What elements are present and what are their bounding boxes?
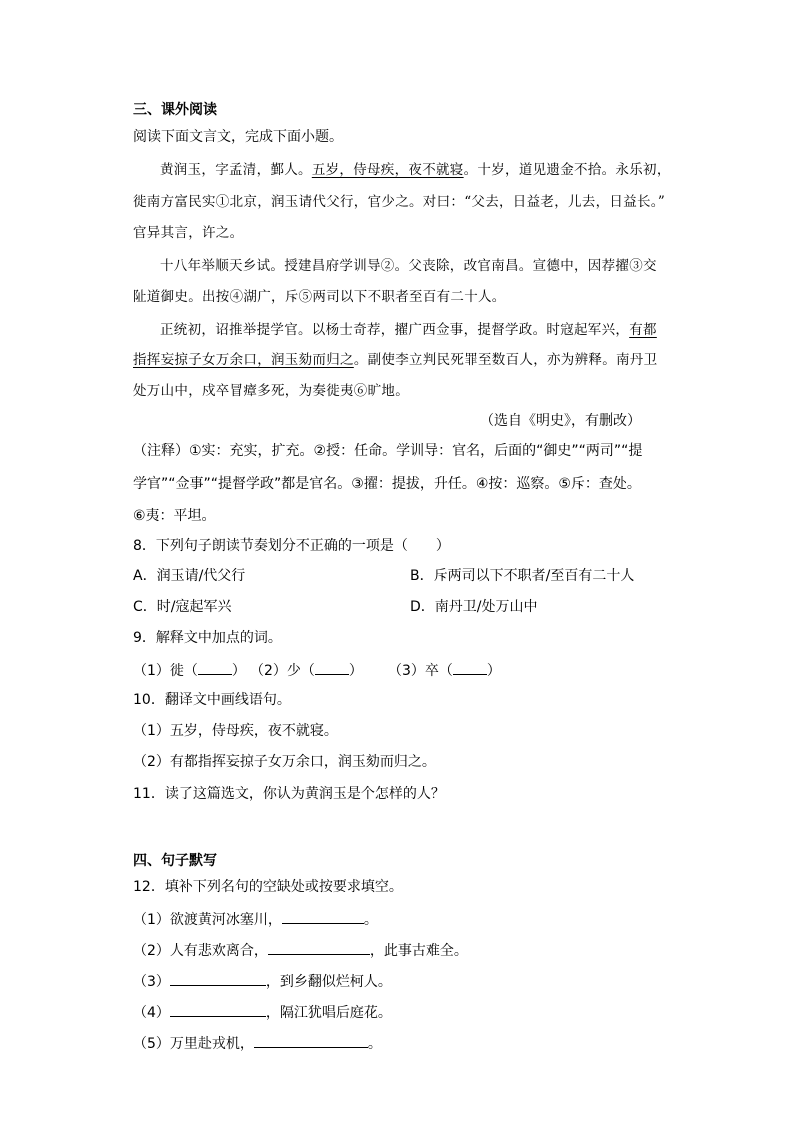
q12-item-1-text: （1）欲渡黄河冰塞川， xyxy=(133,912,282,928)
question-11-stem: 11．读了这篇选文，你认为黄润玉是个怎样的人？ xyxy=(133,786,445,802)
section-4-title: 四、句子默写 xyxy=(133,853,217,869)
q8-option-d[interactable]: D．南丹卫/处万山中 xyxy=(410,599,538,615)
notes-line1: （注释）①实：充实，扩充。②授：任命。学训导：官名，后面的“御史”“两司”“提 xyxy=(133,443,643,459)
paren-close: ） xyxy=(486,663,501,679)
section-3-title: 三、课外阅读 xyxy=(133,102,217,118)
passage-p3-line1 xyxy=(160,320,657,340)
passage-p1-line3: 官异其言，许之。 xyxy=(133,225,244,241)
answer-blank[interactable] xyxy=(315,660,349,675)
q12-item-4 xyxy=(133,1002,392,1023)
passage-p1-line1 xyxy=(160,160,671,180)
q12-item-1 xyxy=(133,909,378,930)
paren-close: ） xyxy=(231,663,246,679)
underlined-sentence-1: 五岁，侍母疾，夜不就寝 xyxy=(311,162,464,178)
passage-text: 正统初，诏推举提学官。以杨士奇荐，擢广西佥事，提督学政。时寇起军兴， xyxy=(160,322,630,338)
q12-item-3-end: ，到乡翻似烂柯人。 xyxy=(265,974,392,990)
question-9-stem: 9．解释文中加点的词。 xyxy=(133,630,282,646)
q9-item-1-label: （1）徙（ xyxy=(133,663,198,679)
q10-sentence-2: （2）有都指挥妄掠子女万余口，润玉劾而归之。 xyxy=(133,754,436,770)
q10-sentence-1: （1）五岁，侍母疾，夜不就寝。 xyxy=(133,723,338,739)
passage-text: 。副使李立判民死罪至数百人，亦为辨释。南丹卫 xyxy=(353,352,658,368)
underlined-sentence-2a: 有都 xyxy=(629,322,657,338)
answer-blank[interactable] xyxy=(170,971,266,986)
q12-item-5-end: 。 xyxy=(367,1036,382,1052)
q12-item-1-end: 。 xyxy=(363,912,378,928)
answer-blank[interactable] xyxy=(282,909,364,924)
question-10-stem: 10．翻译文中画线语句。 xyxy=(133,692,291,708)
q12-item-2-text: （2）人有悲欢离合， xyxy=(133,943,268,959)
underlined-sentence-2b: 指挥妄掠子女万余口，润玉劾而归之 xyxy=(133,352,354,368)
q12-item-3-text: （3） xyxy=(133,974,170,990)
answer-blank[interactable] xyxy=(453,660,487,675)
question-12-stem: 12．填补下列名句的空缺处或按要求填空。 xyxy=(133,879,403,895)
answer-blank[interactable] xyxy=(170,1002,266,1017)
q12-item-3 xyxy=(133,971,392,992)
q9-item-2 xyxy=(250,660,363,681)
answer-blank[interactable] xyxy=(198,660,232,675)
q12-item-4-end: ，隔江犹唱后庭花。 xyxy=(265,1005,392,1021)
passage-source: （选自《明史》，有删改） xyxy=(480,413,641,429)
passage-p3-line2 xyxy=(133,350,657,370)
reading-instruction: 阅读下面文言文，完成下面小题。 xyxy=(133,129,343,145)
passage-p2-line1: 十八年举顺天乡试。授建昌府学训导②。父丧除，改官南昌。宣德中，因荐擢③交 xyxy=(160,258,657,274)
q8-option-c[interactable]: C．时/寇起军兴 xyxy=(133,599,232,615)
q8-option-a[interactable]: A．润玉请/代父行 xyxy=(133,568,246,584)
q12-item-5-text: （5）万里赴戎机， xyxy=(133,1036,254,1052)
q12-item-5 xyxy=(133,1033,382,1054)
q9-item-2-label: （2）少（ xyxy=(250,663,315,679)
question-8-stem: 8．下列句子朗读节奏划分不正确的一项是（ ） xyxy=(133,538,450,554)
q12-item-2-end: ，此事古难全。 xyxy=(369,943,468,959)
q9-item-1 xyxy=(133,660,246,681)
q12-item-2 xyxy=(133,940,468,961)
q9-item-3 xyxy=(388,660,501,681)
passage-text: 。十岁，道见遗金不拾。永乐初， xyxy=(463,162,671,178)
answer-blank[interactable] xyxy=(254,1033,368,1048)
notes-line2: 学官”“佥事”“提督学政”都是官名。③擢：提拔，升任。④按：巡察。⑤斥：查处。 xyxy=(133,476,641,492)
passage-p2-line2: 阯道御史。出按④湖广，斥⑤两司以下不职者至百有二十人。 xyxy=(133,289,506,305)
q9-item-3-label: （3）卒（ xyxy=(388,663,453,679)
passage-text: 黄润玉，字孟清，鄞人。 xyxy=(160,162,312,178)
q8-option-b[interactable]: B．斥两司以下不职者/至百有二十人 xyxy=(410,568,635,584)
passage-p3-line3: 处万山中，戍卒冒瘴多死，为奏徙夷⑥旷地。 xyxy=(133,383,409,399)
passage-p1-line2: 徙南方富民实①北京，润玉请代父行，官少之。对曰：“父去，日益老，儿去，日益长。” xyxy=(133,194,666,210)
q12-item-4-text: （4） xyxy=(133,1005,170,1021)
paren-close: ） xyxy=(348,663,363,679)
answer-blank[interactable] xyxy=(268,940,370,955)
notes-line3: ⑥夷：平坦。 xyxy=(133,508,216,524)
